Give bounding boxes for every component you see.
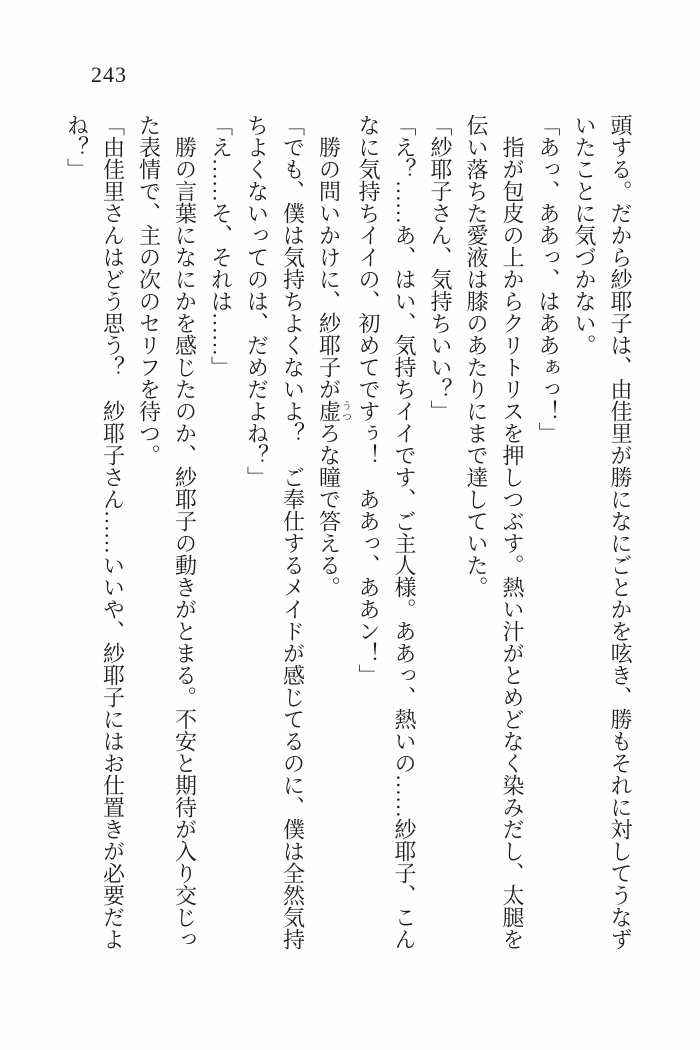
paragraph-narrative-reaction: 勝の言葉になにかを感じたのか、紗耶子の動きがとまる。不安と期待が入り交じった表情で、主の次のセリフを待つ。 [136, 114, 198, 950]
ruby-base: 虚 [316, 400, 342, 422]
paragraph-dialogue-moan: 「あっ、ああっ、はああぁっ！」 [536, 114, 561, 444]
body-text [59, 114, 639, 955]
paragraph-dialogue-master: 「でも、僕は気持ちよくないよ？ ご奉仕するメイドが感じてるのに、僕は全然気持ちよくないってのは、だめだよね？」 [244, 114, 306, 950]
paragraph-dialogue-hesitation: 「え……そ、それは……」 [208, 114, 234, 378]
page-number: 243 [91, 62, 127, 87]
paragraph-dialogue-reply: 「え？……あ、はい、気持ちイイです、ご主人様。ああっ、熱いの……紗耶子、こんなに気持ちイイの、初めてですぅ！ ああっ、ああン！」 [356, 114, 417, 950]
ruby-post-text: ろな瞳で答える。 [316, 422, 342, 598]
ruby-annotation [316, 400, 351, 422]
ruby-furigana: うつ [339, 400, 351, 422]
paragraph-dialogue-final: 「由佳里さんはどう思う？ 紗耶子さん……いいや、紗耶子にはお仕置きが必要だよね？」 [64, 114, 126, 950]
ruby-pre-text: 勝の問いかけに、紗耶子が [316, 136, 342, 400]
paragraph-narrative: 指が包皮の上からクリトリスを押しつぶす。熱い汁がとめどなく染みだし、太腿を伝い落ちた愛液は膝のあたりにまで達していた。 [464, 114, 525, 950]
paragraph-dialogue-question: 「紗耶子さん、気持ちいい？」 [428, 114, 453, 422]
paragraph-narrative-ruby [311, 114, 351, 955]
paragraph-narrative-continued: 頭する。だから紗耶子は、由佳里が勝になにごとかを呟き、勝もそれに対してうなずいたことに気づかない。 [572, 114, 633, 950]
